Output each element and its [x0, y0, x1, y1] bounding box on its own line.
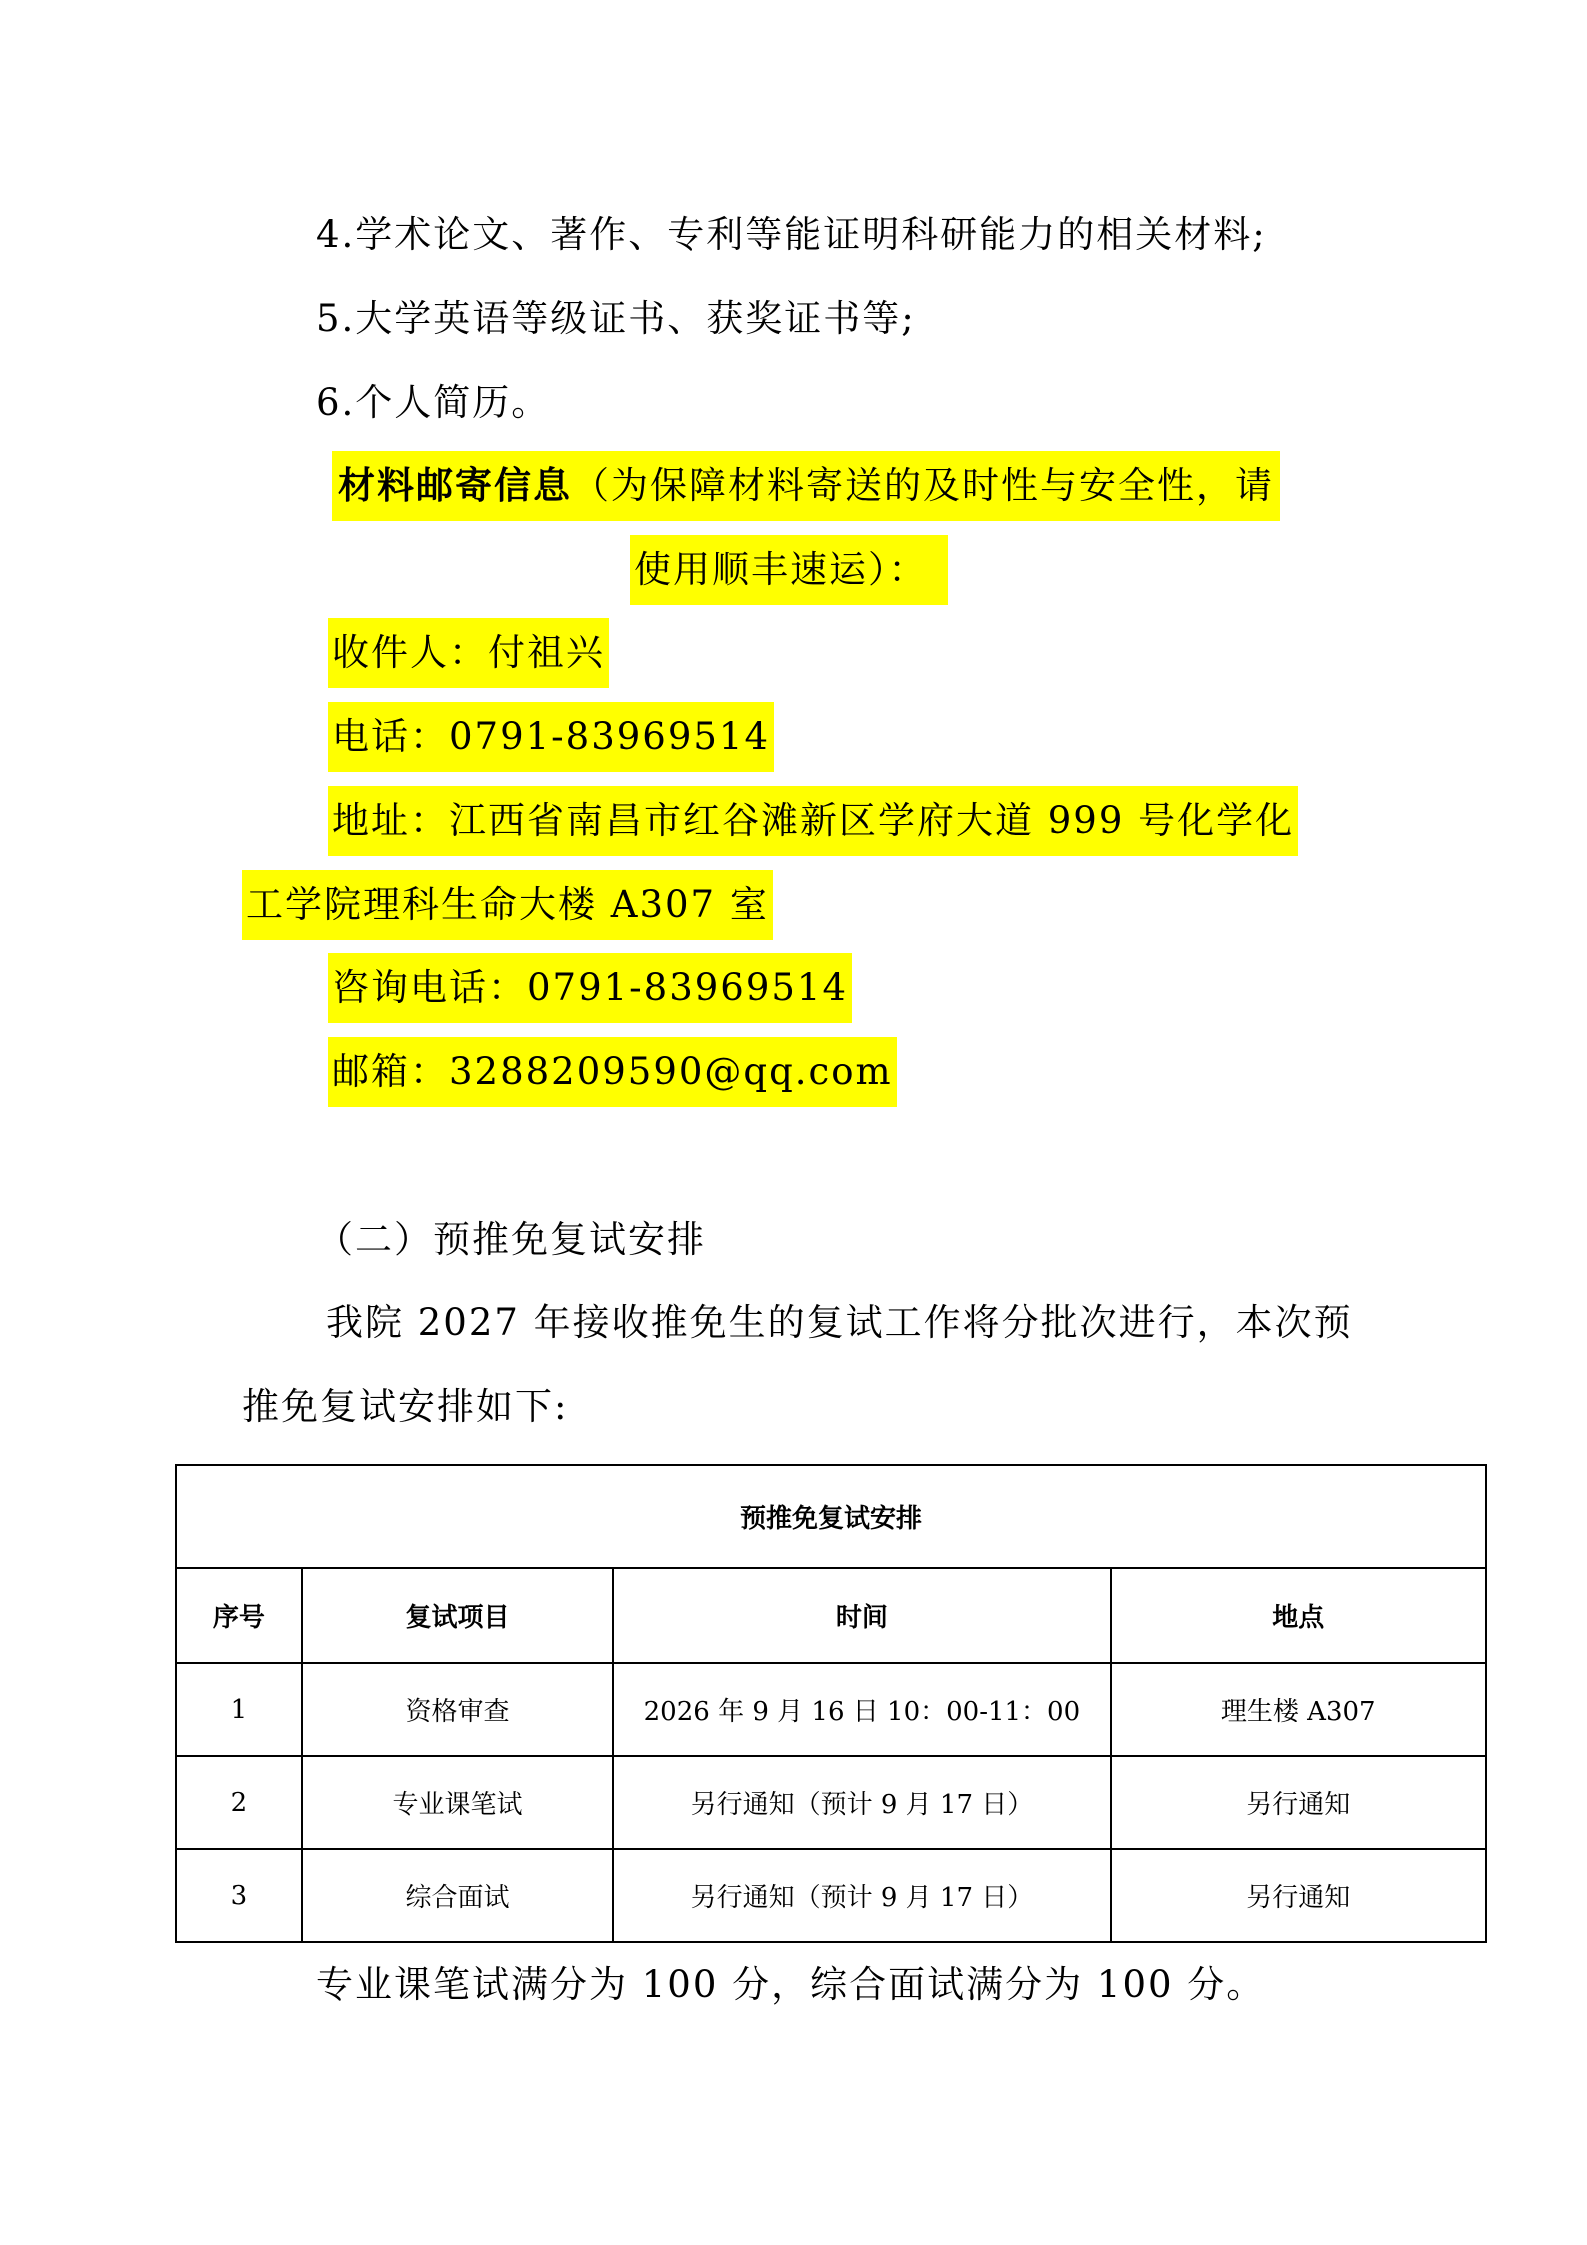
list-item-4: 4.学术论文、著作、专利等能证明科研能力的相关材料;	[316, 213, 1267, 256]
cell-item: 专业课笔试	[302, 1756, 613, 1849]
list-item-5: 5.大学英语等级证书、获奖证书等;	[316, 297, 916, 340]
recipient-text: 收件人：付祖兴	[328, 618, 609, 688]
cell-index: 3	[176, 1849, 302, 1942]
header-item: 复试项目	[302, 1568, 613, 1663]
mail-info-heading-note: （为保障材料寄送的及时性与安全性，请	[572, 464, 1274, 507]
mail-info-heading-cont	[630, 535, 948, 605]
header-time: 时间	[613, 1568, 1110, 1663]
cell-location: 另行通知	[1111, 1849, 1486, 1942]
schedule-table	[175, 1464, 1487, 1943]
cell-item: 资格审查	[302, 1663, 613, 1756]
mail-info-heading	[332, 451, 1280, 521]
intro-line-1: 我院 2027 年接收推免生的复试工作将分批次进行，本次预	[326, 1301, 1353, 1344]
section-title: （二）预推免复试安排	[316, 1218, 706, 1261]
recipient-line	[328, 618, 609, 688]
cell-item: 综合面试	[302, 1849, 613, 1942]
table-title-row	[176, 1465, 1486, 1568]
mail-info-heading-bold: 材料邮寄信息	[338, 464, 572, 507]
cell-time: 另行通知（预计 9 月 17 日）	[613, 1849, 1110, 1942]
header-location: 地点	[1111, 1568, 1486, 1663]
cell-time: 2026 年 9 月 16 日 10：00-11：00	[613, 1663, 1110, 1756]
consult-phone-line	[328, 953, 852, 1023]
address-text-2: 工学院理科生命大楼 A307 室	[242, 870, 773, 940]
email-line	[328, 1037, 897, 1107]
footer-note: 专业课笔试满分为 100 分，综合面试满分为 100 分。	[316, 1963, 1266, 2006]
address-line-1	[328, 786, 1298, 856]
header-index: 序号	[176, 1568, 302, 1663]
phone-line	[328, 702, 774, 772]
cell-index: 1	[176, 1663, 302, 1756]
address-line-2	[242, 870, 773, 940]
email-text: 邮箱：3288209590@qq.com	[328, 1037, 897, 1107]
cell-time: 另行通知（预计 9 月 17 日）	[613, 1756, 1110, 1849]
table-row	[176, 1756, 1486, 1849]
phone-text: 电话：0791-83969514	[328, 702, 774, 772]
list-item-6: 6.个人简历。	[316, 381, 551, 424]
table-row	[176, 1663, 1486, 1756]
cell-location: 另行通知	[1111, 1756, 1486, 1849]
address-text-1: 地址：江西省南昌市红谷滩新区学府大道 999 号化学化	[328, 786, 1298, 856]
intro-line-2: 推免复试安排如下:	[242, 1385, 569, 1428]
consult-phone-text: 咨询电话：0791-83969514	[328, 953, 852, 1023]
cell-index: 2	[176, 1756, 302, 1849]
cell-location: 理生楼 A307	[1111, 1663, 1486, 1756]
mail-info-heading-note-2: 使用顺丰速运）：	[630, 535, 948, 605]
table-row	[176, 1849, 1486, 1942]
table-header-row	[176, 1568, 1486, 1663]
table-title: 预推免复试安排	[176, 1465, 1486, 1568]
